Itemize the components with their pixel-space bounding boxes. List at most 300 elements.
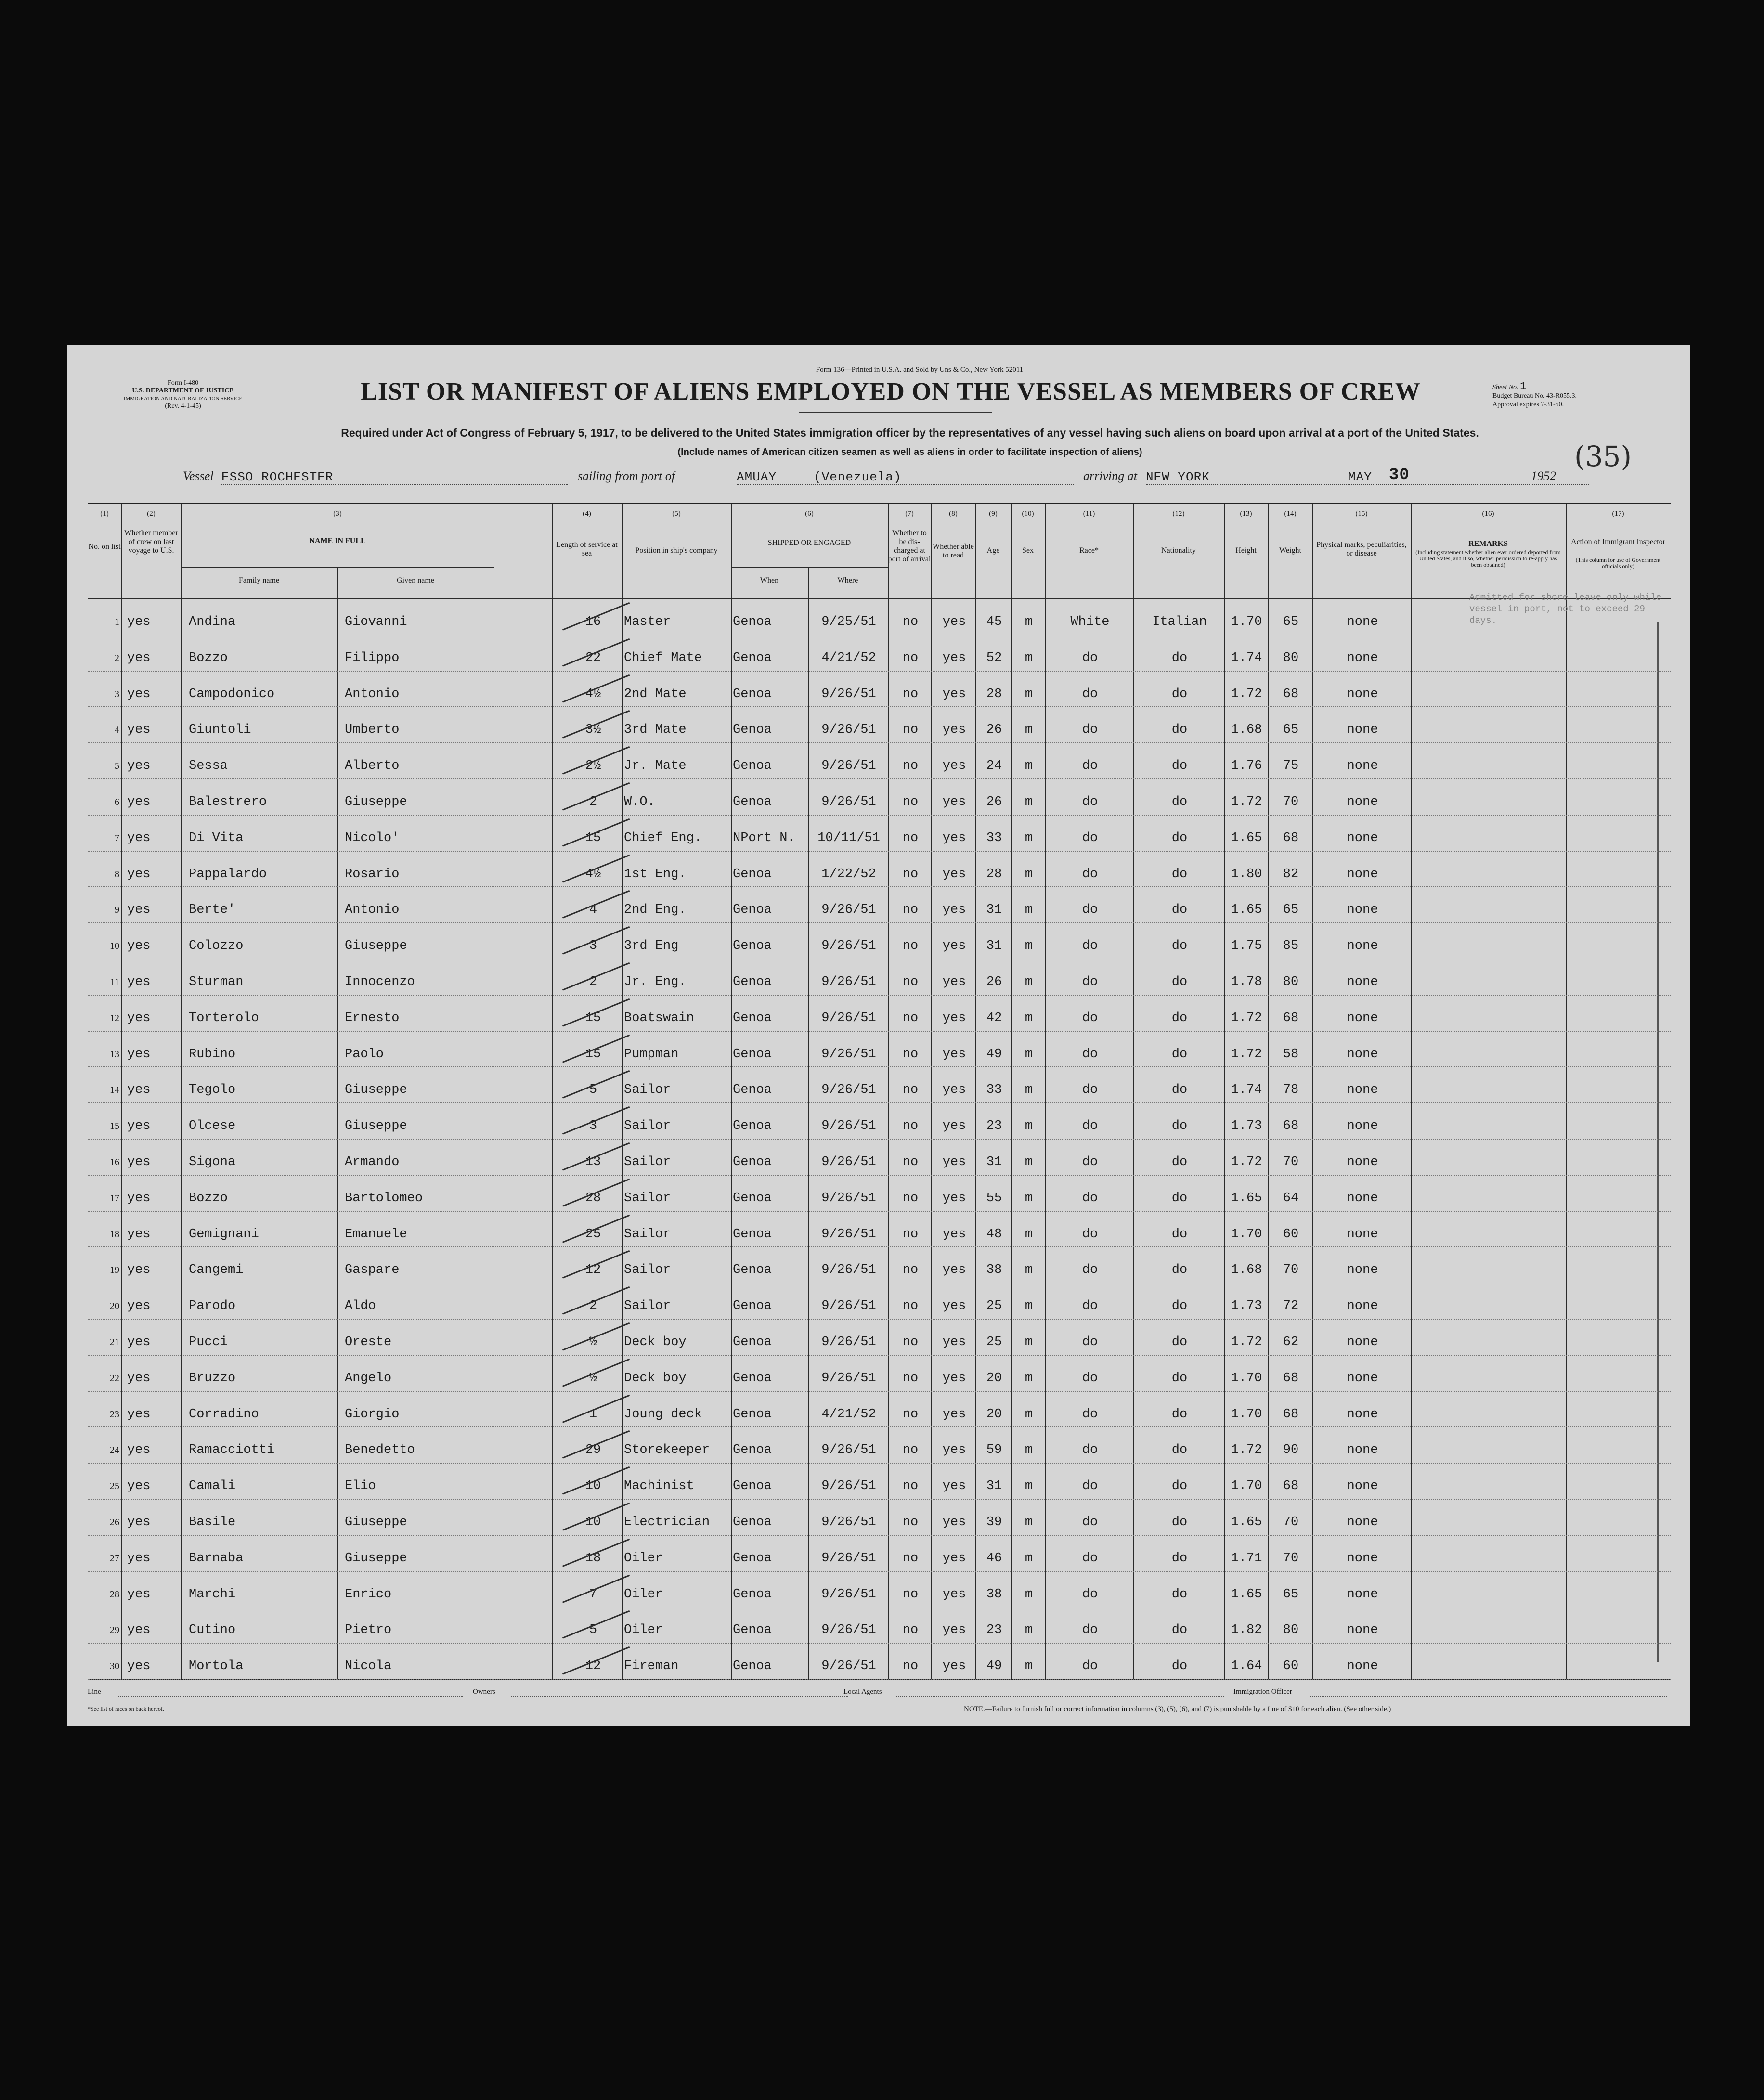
cell-where: Genoa xyxy=(733,903,772,918)
cell-no: 24 xyxy=(110,1445,119,1456)
cell-where: Genoa xyxy=(733,1047,772,1062)
arriving-label: arriving at xyxy=(1083,469,1137,483)
cell-height: 1.73 xyxy=(1231,1299,1262,1314)
cell-race: do xyxy=(1082,1623,1098,1638)
cell-no: 6 xyxy=(115,797,119,807)
cell-sex: m xyxy=(1025,1479,1033,1494)
cell-no: 5 xyxy=(115,761,119,772)
cell-given: Giovanni xyxy=(345,615,407,629)
crew-row xyxy=(88,1391,1671,1428)
cell-crew: yes xyxy=(127,687,151,701)
cell-read: yes xyxy=(942,1443,966,1458)
department: U.S. DEPARTMENT OF JUSTICE xyxy=(132,387,234,394)
cell-race: do xyxy=(1082,723,1098,738)
cell-age: 48 xyxy=(986,1227,1002,1242)
cell-family: Colozzo xyxy=(189,939,244,954)
cell-discharged: no xyxy=(902,687,919,701)
cell-when: 9/26/51 xyxy=(821,1371,876,1386)
cell-crew: yes xyxy=(127,1371,151,1386)
header-given-name: Given name xyxy=(397,576,434,584)
cell-weight: 82 xyxy=(1283,867,1299,881)
cell-crew: yes xyxy=(127,1587,151,1602)
cell-service: 4½ xyxy=(585,687,601,701)
crew-row xyxy=(88,886,1671,923)
cell-no: 20 xyxy=(110,1301,119,1312)
cell-height: 1.78 xyxy=(1231,975,1262,989)
cell-sex: m xyxy=(1025,1047,1033,1062)
cell-crew: yes xyxy=(127,1299,151,1314)
cell-physical: none xyxy=(1347,1155,1378,1169)
cell-age: 25 xyxy=(986,1335,1002,1349)
cell-no: 26 xyxy=(110,1517,119,1528)
cell-where: Genoa xyxy=(733,1191,772,1206)
cell-height: 1.65 xyxy=(1231,1191,1262,1206)
cell-height: 1.72 xyxy=(1231,1443,1262,1458)
cell-age: 28 xyxy=(986,867,1002,881)
cell-no: 13 xyxy=(110,1049,119,1060)
cell-weight: 80 xyxy=(1283,975,1299,989)
cell-height: 1.71 xyxy=(1231,1551,1262,1566)
cell-sex: m xyxy=(1025,1443,1033,1458)
cell-family: Rubino xyxy=(189,1047,236,1062)
crew-row xyxy=(88,1175,1671,1212)
cell-crew: yes xyxy=(127,903,151,918)
cell-position: Master xyxy=(624,615,671,629)
crew-row xyxy=(88,1031,1671,1068)
cell-sex: m xyxy=(1025,1659,1033,1674)
cell-crew: yes xyxy=(127,939,151,954)
cell-sex: m xyxy=(1025,1155,1033,1169)
cell-when: 1/22/52 xyxy=(821,867,876,881)
cell-given: Oreste xyxy=(345,1335,392,1349)
col-num: (9) xyxy=(989,510,998,518)
sailing-label: sailing from port of xyxy=(578,469,675,483)
cell-read: yes xyxy=(942,1479,966,1494)
cell-no: 23 xyxy=(110,1409,119,1420)
cell-no: 9 xyxy=(115,905,119,916)
cell-height: 1.68 xyxy=(1231,1263,1262,1278)
cell-race: do xyxy=(1082,1443,1098,1458)
cell-service: 29 xyxy=(585,1443,601,1458)
cell-discharged: no xyxy=(902,1119,919,1134)
cell-family: Corradino xyxy=(189,1407,259,1422)
cell-sex: m xyxy=(1025,1515,1033,1530)
cell-given: Pietro xyxy=(345,1623,392,1638)
crew-row xyxy=(88,706,1671,743)
col-num: (10) xyxy=(1022,510,1034,518)
cell-no: 22 xyxy=(110,1373,119,1384)
header-action-note: (This column for use of Government officials only) xyxy=(1575,557,1661,570)
cell-family: Berte' xyxy=(189,903,236,918)
cell-sex: m xyxy=(1025,759,1033,774)
cell-physical: none xyxy=(1347,975,1378,989)
cell-when: 9/26/51 xyxy=(821,1335,876,1349)
cell-sex: m xyxy=(1025,975,1033,989)
cell-given: Aldo xyxy=(345,1299,376,1314)
col-num: (16) xyxy=(1482,510,1494,518)
cell-sex: m xyxy=(1025,1083,1033,1098)
cell-when: 9/25/51 xyxy=(821,615,876,629)
admission-stamp: Admitted for shore leave only while vessel in port, not to exceed 29 days. xyxy=(1469,592,1662,626)
cell-weight: 62 xyxy=(1283,1335,1299,1349)
cell-family: Sessa xyxy=(189,759,228,774)
cell-service: 2½ xyxy=(585,759,601,774)
cell-read: yes xyxy=(942,867,966,881)
cell-family: Bozzo xyxy=(189,1191,228,1206)
cell-service: 4½ xyxy=(585,867,601,881)
cell-physical: none xyxy=(1347,1083,1378,1098)
cell-weight: 75 xyxy=(1283,759,1299,774)
cell-race: do xyxy=(1082,1227,1098,1242)
cell-weight: 68 xyxy=(1283,1407,1299,1422)
cell-no: 8 xyxy=(115,869,119,880)
cell-where: Genoa xyxy=(733,939,772,954)
cell-no: 1 xyxy=(115,617,119,627)
cell-race: do xyxy=(1082,1299,1098,1314)
cell-nationality: do xyxy=(1171,1335,1188,1349)
cell-read: yes xyxy=(942,1227,966,1242)
cell-discharged: no xyxy=(902,1371,919,1386)
cell-weight: 78 xyxy=(1283,1083,1299,1098)
cell-no: 14 xyxy=(110,1085,119,1096)
cell-service: 1 xyxy=(589,1407,597,1422)
cell-where: Genoa xyxy=(733,1479,772,1494)
cell-crew: yes xyxy=(127,1515,151,1530)
cell-nationality: do xyxy=(1171,795,1188,809)
cell-height: 1.65 xyxy=(1231,1515,1262,1530)
cell-sex: m xyxy=(1025,1551,1033,1566)
cell-position: Electrician xyxy=(624,1515,710,1530)
cell-nationality: do xyxy=(1171,1263,1188,1278)
cell-family: Balestrero xyxy=(189,795,267,809)
cell-family: Parodo xyxy=(189,1299,236,1314)
cell-race: do xyxy=(1082,830,1098,845)
cell-sex: m xyxy=(1025,1191,1033,1206)
cell-no: 25 xyxy=(110,1481,119,1492)
cell-sex: m xyxy=(1025,615,1033,629)
cell-given: Benedetto xyxy=(345,1443,415,1458)
cell-age: 38 xyxy=(986,1263,1002,1278)
cell-discharged: no xyxy=(902,1515,919,1530)
printer-line: Form 136—Printed in U.S.A. and Sold by Uns & Co., New York 52011 xyxy=(816,366,1024,374)
cell-crew: yes xyxy=(127,650,151,665)
cell-family: Andina xyxy=(189,615,236,629)
cell-position: Oiler xyxy=(624,1587,663,1602)
cell-where: Genoa xyxy=(733,1299,772,1314)
cell-physical: none xyxy=(1347,759,1378,774)
cell-position: 2nd Mate xyxy=(624,687,687,701)
cell-service: 5 xyxy=(589,1083,597,1098)
cell-physical: none xyxy=(1347,1515,1378,1530)
header-where: Where xyxy=(837,576,858,584)
cell-service: 13 xyxy=(585,1155,601,1169)
cell-height: 1.72 xyxy=(1231,1335,1262,1349)
cell-nationality: do xyxy=(1171,1443,1188,1458)
cell-service: 18 xyxy=(585,1551,601,1566)
cell-race: do xyxy=(1082,903,1098,918)
cell-where: Genoa xyxy=(733,1659,772,1674)
cell-no: 12 xyxy=(110,1012,119,1024)
cell-when: 4/21/52 xyxy=(821,650,876,665)
cell-weight: 65 xyxy=(1283,1587,1299,1602)
col-num: (15) xyxy=(1355,510,1368,518)
footer-owners-label: Owners xyxy=(473,1688,495,1696)
cell-when: 9/26/51 xyxy=(821,1623,876,1638)
cell-where: Genoa xyxy=(733,1011,772,1025)
header-action: Action of Immigrant Inspector xyxy=(1571,538,1665,546)
cell-given: Giuseppe xyxy=(345,1551,407,1566)
cell-service: 3½ xyxy=(585,723,601,738)
cell-age: 49 xyxy=(986,1659,1002,1674)
cell-nationality: do xyxy=(1171,1047,1188,1062)
arrival-year: 1952 xyxy=(1531,469,1556,483)
cell-nationality: do xyxy=(1171,1371,1188,1386)
cell-where: Genoa xyxy=(733,615,772,629)
cell-where: Genoa xyxy=(733,1083,772,1098)
header-name-in-full: NAME IN FULL xyxy=(309,537,366,545)
cell-service: 4 xyxy=(589,903,597,918)
cell-read: yes xyxy=(942,830,966,845)
cell-position: Oiler xyxy=(624,1551,663,1566)
cell-given: Alberto xyxy=(345,759,400,774)
cell-crew: yes xyxy=(127,1407,151,1422)
title-rule xyxy=(799,412,992,413)
cell-where: Genoa xyxy=(733,1227,772,1242)
cell-weight: 65 xyxy=(1283,903,1299,918)
cell-crew: yes xyxy=(127,975,151,989)
cell-read: yes xyxy=(942,795,966,809)
cell-read: yes xyxy=(942,1587,966,1602)
cell-weight: 70 xyxy=(1283,1155,1299,1169)
cell-when: 9/26/51 xyxy=(821,1047,876,1062)
cell-read: yes xyxy=(942,1191,966,1206)
cell-height: 1.72 xyxy=(1231,795,1262,809)
crew-row xyxy=(88,598,1671,635)
cell-given: Antonio xyxy=(345,903,400,918)
cell-nationality: Italian xyxy=(1152,615,1207,629)
col-num: (1) xyxy=(100,510,109,518)
cell-height: 1.68 xyxy=(1231,723,1262,738)
crew-row xyxy=(88,1571,1671,1608)
cell-sex: m xyxy=(1025,1407,1033,1422)
cell-age: 25 xyxy=(986,1299,1002,1314)
cell-crew: yes xyxy=(127,1119,151,1134)
cell-where: NPort N. xyxy=(733,830,795,845)
cell-read: yes xyxy=(942,687,966,701)
cell-position: Sailor xyxy=(624,1263,671,1278)
cell-nationality: do xyxy=(1171,867,1188,881)
col-num: (12) xyxy=(1172,510,1185,518)
crew-row xyxy=(88,1535,1671,1572)
cell-crew: yes xyxy=(127,1623,151,1638)
cell-height: 1.82 xyxy=(1231,1623,1262,1638)
header-weight: Weight xyxy=(1279,546,1301,555)
cell-physical: none xyxy=(1347,1263,1378,1278)
col-num: (3) xyxy=(333,510,342,518)
cell-age: 33 xyxy=(986,830,1002,845)
subtitle: Required under Act of Congress of February 5, 1917, to be delivered to the United States immigration officer by the representatives of any vessel having such aliens on board upon arrival at a port of the United States. xyxy=(341,427,1479,439)
cell-where: Genoa xyxy=(733,1371,772,1386)
cell-sex: m xyxy=(1025,1587,1033,1602)
cell-crew: yes xyxy=(127,1047,151,1062)
header-family-name: Family name xyxy=(239,576,279,584)
cell-given: Elio xyxy=(345,1479,376,1494)
cell-read: yes xyxy=(942,1263,966,1278)
cell-weight: 68 xyxy=(1283,1011,1299,1025)
crew-row xyxy=(88,1426,1671,1464)
col-num: (14) xyxy=(1284,510,1297,518)
cell-service: 3 xyxy=(589,1119,597,1134)
cell-where: Genoa xyxy=(733,1119,772,1134)
header-able-to-read: Whether able to read xyxy=(933,543,974,559)
footer-races-note: *See list of races on back hereof. xyxy=(88,1705,164,1712)
cell-when: 9/26/51 xyxy=(821,1119,876,1134)
col-num: (5) xyxy=(672,510,681,518)
cell-where: Genoa xyxy=(733,795,772,809)
cell-read: yes xyxy=(942,650,966,665)
cell-age: 31 xyxy=(986,1479,1002,1494)
cell-when: 9/26/51 xyxy=(821,1443,876,1458)
cell-discharged: no xyxy=(902,723,919,738)
cell-physical: none xyxy=(1347,1299,1378,1314)
cell-read: yes xyxy=(942,1119,966,1134)
cell-crew: yes xyxy=(127,723,151,738)
cell-crew: yes xyxy=(127,1443,151,1458)
cell-sex: m xyxy=(1025,795,1033,809)
crew-row xyxy=(88,959,1671,996)
cell-physical: none xyxy=(1347,1479,1378,1494)
cell-weight: 70 xyxy=(1283,795,1299,809)
cell-family: Cangemi xyxy=(189,1263,244,1278)
cell-position: Sailor xyxy=(624,1227,671,1242)
cell-race: do xyxy=(1082,1011,1098,1025)
cell-sex: m xyxy=(1025,687,1033,701)
cell-read: yes xyxy=(942,939,966,954)
cell-where: Genoa xyxy=(733,1155,772,1169)
cell-discharged: no xyxy=(902,1263,919,1278)
form-id-block xyxy=(111,379,255,410)
cell-age: 23 xyxy=(986,1119,1002,1134)
cell-position: 3rd Eng xyxy=(624,939,679,954)
vessel-line xyxy=(183,466,1618,488)
cell-family: Campodonico xyxy=(189,687,275,701)
cell-read: yes xyxy=(942,1551,966,1566)
cell-nationality: do xyxy=(1171,1227,1188,1242)
crew-row xyxy=(88,1066,1671,1103)
cell-nationality: do xyxy=(1171,1659,1188,1674)
cell-nationality: do xyxy=(1171,759,1188,774)
cell-physical: none xyxy=(1347,1659,1378,1674)
cell-weight: 90 xyxy=(1283,1443,1299,1458)
cell-age: 31 xyxy=(986,903,1002,918)
cell-age: 31 xyxy=(986,1155,1002,1169)
cell-crew: yes xyxy=(127,615,151,629)
cell-nationality: do xyxy=(1171,830,1188,845)
cell-weight: 60 xyxy=(1283,1227,1299,1242)
cell-family: Marchi xyxy=(189,1587,236,1602)
cell-physical: none xyxy=(1347,1587,1378,1602)
cell-family: Pucci xyxy=(189,1335,228,1349)
cell-discharged: no xyxy=(902,939,919,954)
header-race: Race* xyxy=(1079,546,1099,555)
cell-where: Genoa xyxy=(733,1263,772,1278)
cell-age: 20 xyxy=(986,1407,1002,1422)
footer-officer-label: Immigration Officer xyxy=(1233,1688,1292,1696)
crew-row xyxy=(88,635,1671,672)
cell-crew: yes xyxy=(127,1011,151,1025)
cell-given: Emanuele xyxy=(345,1227,407,1242)
subnote: (Include names of American citizen seamen as well as aliens in order to facilitate inspection of aliens) xyxy=(677,447,1142,457)
cell-race: do xyxy=(1082,1551,1098,1566)
cell-race: do xyxy=(1082,1407,1098,1422)
crew-row xyxy=(88,995,1671,1032)
footer-note: NOTE.—Failure to furnish full or correct information in columns (3), (5), (6), and (7) is punishable by a fine of $10 for each alien. (See other side.) xyxy=(964,1705,1391,1713)
cell-nationality: do xyxy=(1171,1623,1188,1638)
cell-service: 10 xyxy=(585,1479,601,1494)
cell-position: Sailor xyxy=(624,1191,671,1206)
cell-age: 55 xyxy=(986,1191,1002,1206)
crew-row xyxy=(88,815,1671,852)
cell-given: Antonio xyxy=(345,687,400,701)
header-shipped-or-engaged: SHIPPED OR ENGAGED xyxy=(767,539,851,547)
cell-height: 1.75 xyxy=(1231,939,1262,954)
cell-sex: m xyxy=(1025,1227,1033,1242)
cell-where: Genoa xyxy=(733,687,772,701)
cell-family: Olcese xyxy=(189,1119,236,1134)
cell-when: 9/26/51 xyxy=(821,903,876,918)
cell-when: 9/26/51 xyxy=(821,1659,876,1674)
cell-position: Jr. Eng. xyxy=(624,975,687,989)
col-num: (8) xyxy=(949,510,958,518)
cell-position: Deck boy xyxy=(624,1335,687,1349)
cell-race: do xyxy=(1082,1659,1098,1674)
form-number: Form I-480 xyxy=(167,379,199,387)
cell-given: Giuseppe xyxy=(345,1119,407,1134)
crew-row xyxy=(88,778,1671,816)
cell-race: do xyxy=(1082,939,1098,954)
cell-family: Gemignani xyxy=(189,1227,259,1242)
cell-position: Boatswain xyxy=(624,1011,694,1025)
cell-when: 4/21/52 xyxy=(821,1407,876,1422)
cell-discharged: no xyxy=(902,975,919,989)
cell-family: Cutino xyxy=(189,1623,236,1638)
cell-where: Genoa xyxy=(733,1587,772,1602)
cell-given: Giuseppe xyxy=(345,939,407,954)
cell-discharged: no xyxy=(902,1155,919,1169)
cell-age: 28 xyxy=(986,687,1002,701)
cell-position: 2nd Eng. xyxy=(624,903,687,918)
cell-service: 3 xyxy=(589,939,597,954)
cell-position: 3rd Mate xyxy=(624,723,687,738)
cell-read: yes xyxy=(942,1299,966,1314)
cell-nationality: do xyxy=(1171,1587,1188,1602)
cell-service: 15 xyxy=(585,830,601,845)
cell-no: 28 xyxy=(110,1589,119,1600)
cell-position: Pumpman xyxy=(624,1047,679,1062)
cell-given: Giuseppe xyxy=(345,1083,407,1098)
cell-physical: none xyxy=(1347,650,1378,665)
header-remarks: REMARKS xyxy=(1468,540,1508,548)
cell-age: 39 xyxy=(986,1515,1002,1530)
vessel-label: Vessel xyxy=(183,469,214,483)
cell-given: Giuseppe xyxy=(345,1515,407,1530)
cell-no: 30 xyxy=(110,1661,119,1672)
cell-no: 18 xyxy=(110,1229,119,1240)
cell-given: Nicolo' xyxy=(345,830,400,845)
crew-table xyxy=(88,503,1671,1680)
header-remarks-note: (Including statement whether alien ever ordered deported from United States, and if so, whether permission to re-apply has been obtained) xyxy=(1415,549,1561,568)
vessel-name: ESSO ROCHESTER xyxy=(221,470,334,484)
